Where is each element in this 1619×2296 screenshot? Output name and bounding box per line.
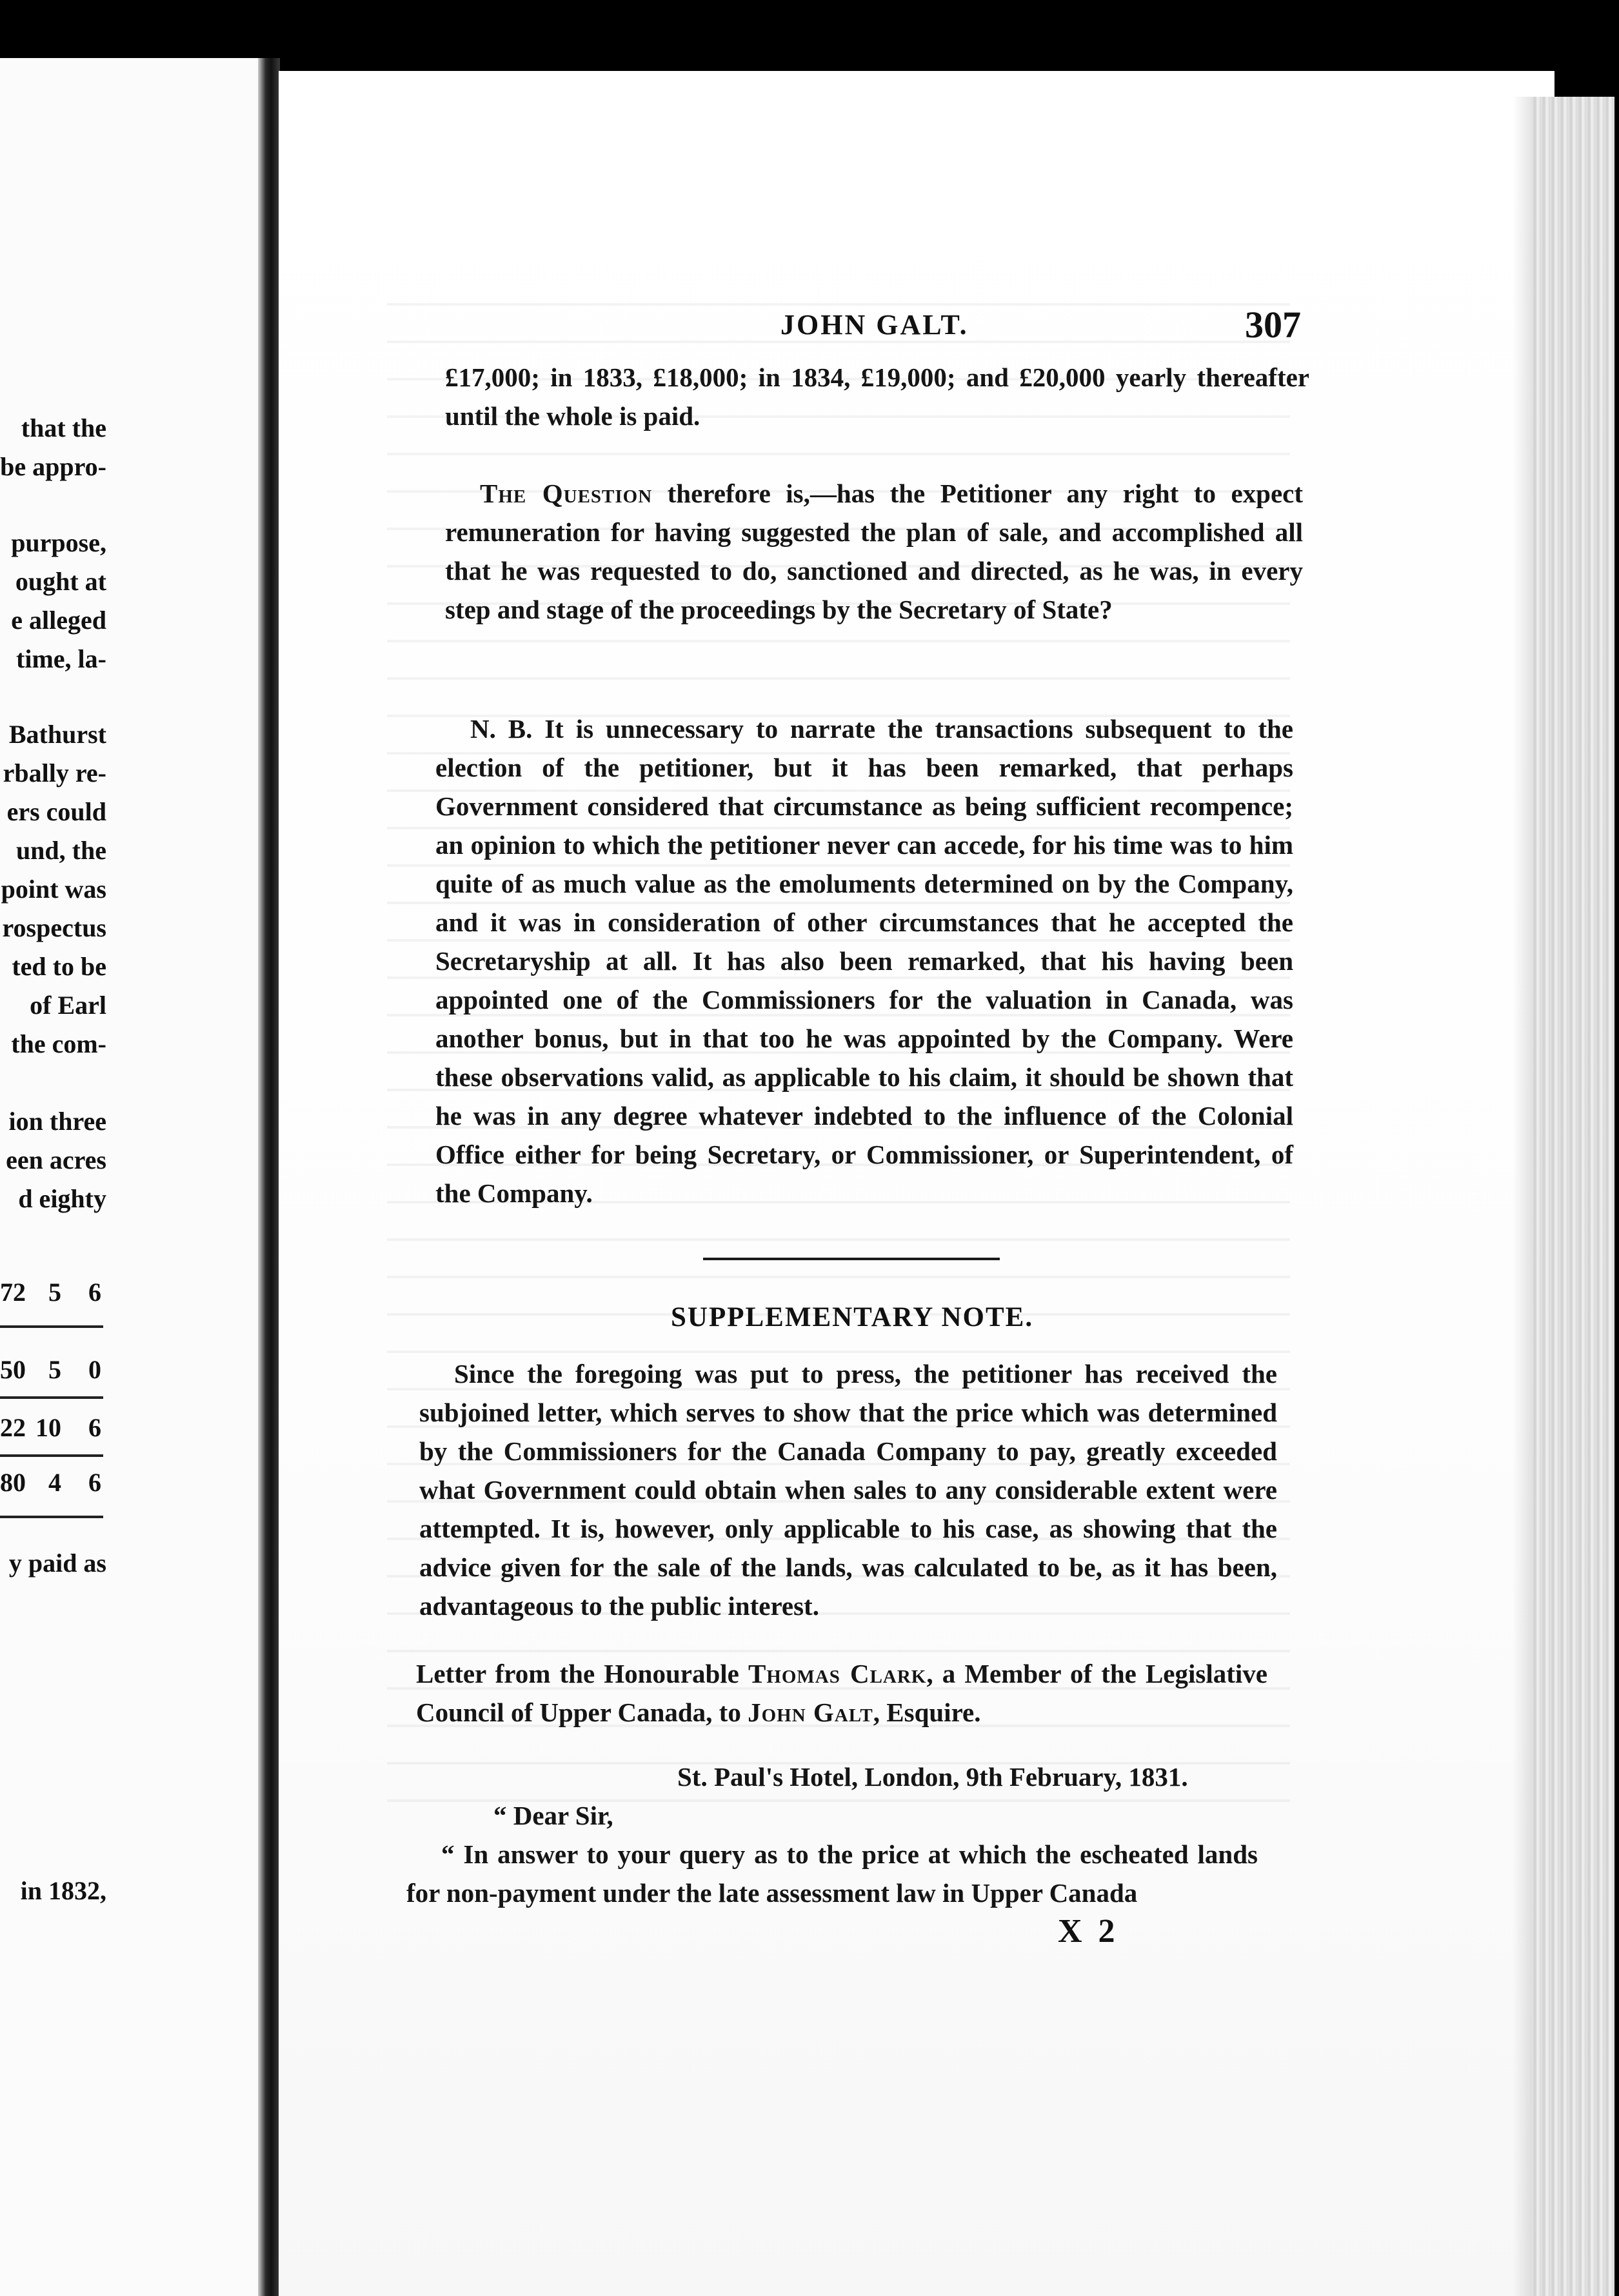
left-page-line: een acres xyxy=(6,1145,106,1174)
left-page-line: point was xyxy=(1,875,106,904)
supplementary-heading: SUPPLEMENTARY NOTE. xyxy=(671,1302,1034,1332)
left-page-line: ers could xyxy=(6,797,106,826)
left-page-line: e alleged xyxy=(11,606,106,635)
letter-to-name: John Galt xyxy=(748,1697,873,1727)
left-page-line: ted to be xyxy=(12,952,106,981)
paragraph-text: N. B. It is unnecessary to narrate the transactions subsequent to the election of the petitioner, but it has been remarked, that perhaps Government considered that circumstance as being sufficient recompence; an opinion to which the petitioner never can accede, for his time was to him quite of as much value as the emoluments determined on by the Company, and it was in consideration of other circumstances that he accepted the Secretaryship at all. It has also been remarked, that his having been appointed one of the Commissioners for the valuation in Canada, was another bonus, but in that too he was appointed by the Company. Were these observations valid, as applicable to his claim, it should be shown that he was in any degree whatever indebted to the influence of the Colonial Office either for being Secretary, or Commissioner, or Superintendent, of the Company. xyxy=(435,714,1293,1208)
paragraph-text: £17,000; in 1833, £18,000; in 1834, £19,000; and £20,000 yearly thereafter until the whole is paid. xyxy=(445,362,1309,431)
left-page-line: d eighty xyxy=(18,1184,106,1213)
left-page-line: be appro- xyxy=(0,452,106,481)
table-rule xyxy=(0,1516,103,1518)
running-head: JOHN GALT. xyxy=(780,309,969,341)
left-page-line: y paid as xyxy=(8,1549,106,1578)
left-page-line: that the xyxy=(21,413,106,442)
left-page-line: the com- xyxy=(11,1029,106,1058)
letter-dateline: St. Paul's Hotel, London, 9th February, 1831. xyxy=(677,1762,1188,1792)
paragraph-text xyxy=(445,474,1303,629)
paragraph-nb xyxy=(435,709,1293,1212)
letter-from-name: Thomas Clark xyxy=(748,1659,927,1688)
letter-body xyxy=(406,1835,1258,1912)
book-gutter xyxy=(258,58,280,2296)
left-page-line: ion three xyxy=(8,1107,106,1136)
left-page-line: in 1832, xyxy=(20,1876,106,1905)
paragraph-opening xyxy=(445,358,1309,435)
signature-mark: X 2 xyxy=(1058,1913,1119,1950)
left-page-line: rospectus xyxy=(2,913,106,942)
page-edges xyxy=(1532,97,1614,2296)
letter-salutation: “ Dear Sir, xyxy=(493,1801,613,1830)
page-number: 307 xyxy=(1245,304,1301,346)
letter-intro-text: Letter from the Honourable Thomas Clark, a Member of the Legislative Council of Upper Canada, to John Galt, Esquire. xyxy=(416,1659,1267,1727)
table-rule xyxy=(0,1454,103,1457)
left-page-line: rbally re- xyxy=(3,758,106,787)
left-page-line: time, la- xyxy=(16,644,106,673)
left-page-line: of Earl xyxy=(30,991,106,1020)
page-edge-shadow xyxy=(1513,97,1535,2296)
left-page-line: ought at xyxy=(15,567,106,596)
paragraph-text: Since the foregoing was put to press, the petitioner has received the subjoined letter, which serves to show that the price which was determined by the Commissioners for the Canada Company to pay, greatly exceeded what Government could obtain when sales to any considerable extent were attempted. It is, however, only applicable to his case, as showing that the advice given for the sale of the lands, was calculated to be, as it has been, advantageous to the public interest. xyxy=(419,1359,1277,1621)
letter-intro xyxy=(416,1654,1267,1732)
paragraph-question xyxy=(445,474,1303,629)
left-page-fragment: that the be appro- purpose, ought at e alleged time, la- Bathurst rbally re- ers could und, the point was rospectus ted to be of Earl the com- ion three een acres d eighty 72 5 6 50 5 0 22 10 6 80 4 6 y paid as in 1832, xyxy=(0,58,268,2296)
table-rule xyxy=(0,1396,103,1399)
left-page-line: und, the xyxy=(15,836,106,865)
left-page-line: Bathurst xyxy=(8,720,106,749)
paragraph-text: “ In answer to your query as to the price at which the escheated lands for non-payment under the late assessment law in Upper Canada xyxy=(406,1839,1258,1908)
separator-rule xyxy=(703,1258,1000,1260)
paragraph-supplementary xyxy=(419,1354,1277,1625)
left-page-line: purpose, xyxy=(11,528,106,557)
the-question-lead: The Question xyxy=(480,479,653,508)
question-text: therefore is,—has the Petitioner any right to expect remuneration for having suggested the plan of sale, and accomplished all that he was requested to do, sanctioned and directed, as he was, in every step and stage of the proceedings by the Secretary of State? xyxy=(445,479,1303,624)
